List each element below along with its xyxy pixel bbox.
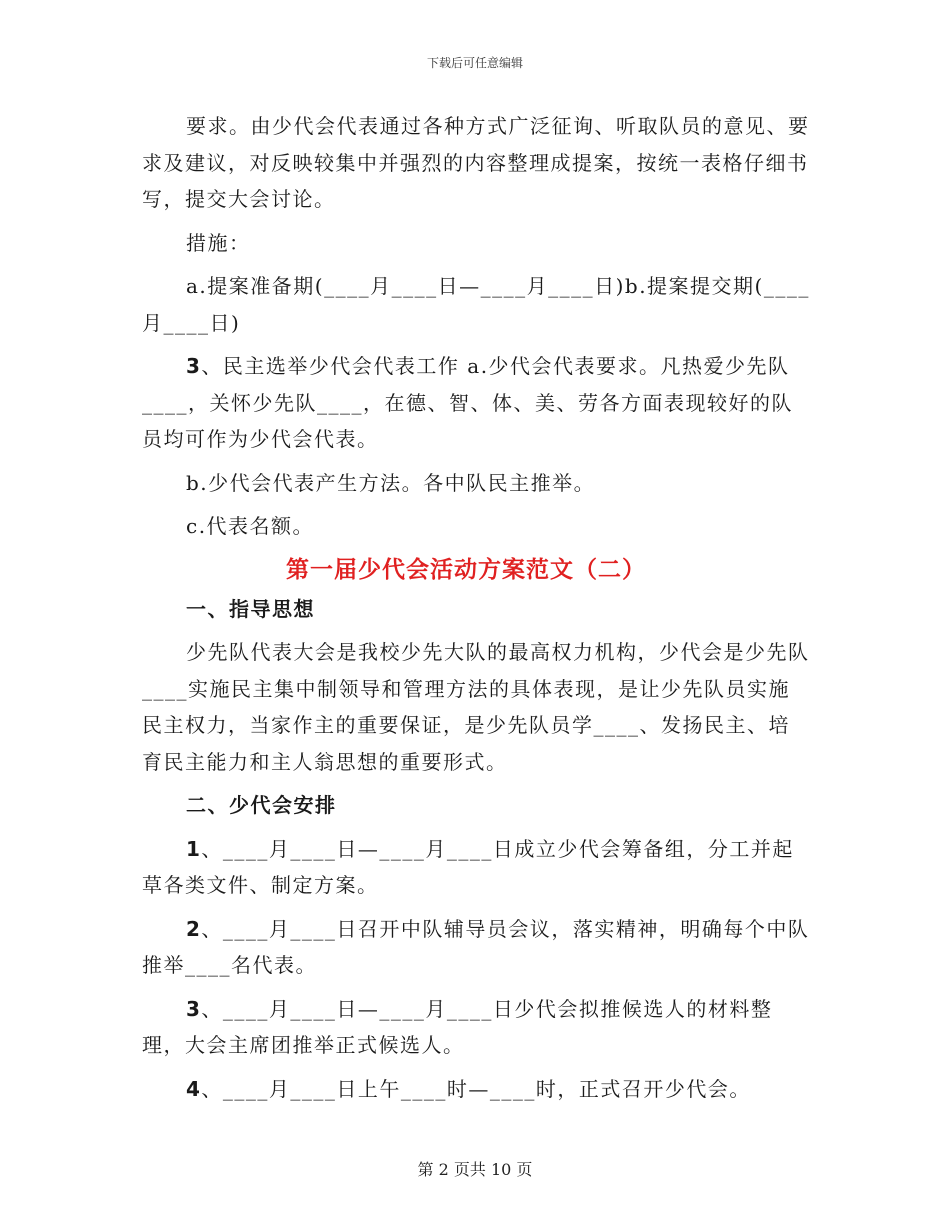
paragraph-guiding-thought: 少先队代表大会是我校少先大队的最高权力机构，少代会是少先队____实施民主集中制领导和管理方法的具体表现，是让少先队员实施民主权力，当家作主的重要保证，是少先队员学____、发扬民主、培育民主能力和主人翁思想的重要形式。 <box>142 640 810 774</box>
heading-arrangement: 二、少代会安排 <box>186 793 337 817</box>
page-footer: 第 2 页共 10 页 <box>417 1160 533 1179</box>
list-item <box>142 991 810 1064</box>
item-text: 、____月____日上午____时—____时，正式召开少代会。 <box>201 1076 751 1101</box>
document-body <box>142 108 810 1107</box>
item-number: 2 <box>186 916 202 941</box>
list-item <box>142 911 810 984</box>
paragraph-method: b.少代会代表产生方法。各中队民主推举。 <box>186 470 596 495</box>
paragraph-text: 、民主选举少代会代表工作 a.少代会代表要求。凡热爱少先队____，关怀少先队____，在德、智、体、美、劳各方面表现较好的队员均可作为少代会代表。 <box>142 354 793 451</box>
item-number: 3 <box>186 996 202 1021</box>
paragraph-election <box>142 348 810 458</box>
paragraph-measures: 措施： <box>186 230 251 255</box>
item-number: 3 <box>186 354 202 378</box>
item-text: 、____月____日—____月____日成立少代会筹备组，分工并起草各类文件、制定方案。 <box>142 836 794 897</box>
paragraph-proposal-periods: a.提案准备期(____月____日—____月____日)b.提案提交期(____月____日) <box>142 274 810 335</box>
item-text: 、____月____日召开中队辅导员会议，落实精神，明确每个中队推举____名代表。 <box>142 916 810 977</box>
item-text: 、____月____日—____月____日少代会拟推候选人的材料整理，大会主席团推举正式候选人。 <box>142 996 773 1057</box>
paragraph-requirements: 要求。由少代会代表通过各种方式广泛征询、听取队员的意见、要求及建议，对反映较集中并强烈的内容整理成提案，按统一表格仔细书写，提交大会讨论。 <box>142 114 810 211</box>
list-item <box>142 831 810 904</box>
page-header: 下载后可任意编辑 <box>426 56 523 70</box>
section-title: 第一届少代会活动方案范文（二） <box>286 556 646 583</box>
item-number: 1 <box>186 836 202 861</box>
item-number: 4 <box>186 1076 202 1101</box>
list-item <box>142 1071 810 1108</box>
heading-guiding-thought: 一、指导思想 <box>186 596 315 621</box>
paragraph-quota: c.代表名额。 <box>186 514 315 538</box>
